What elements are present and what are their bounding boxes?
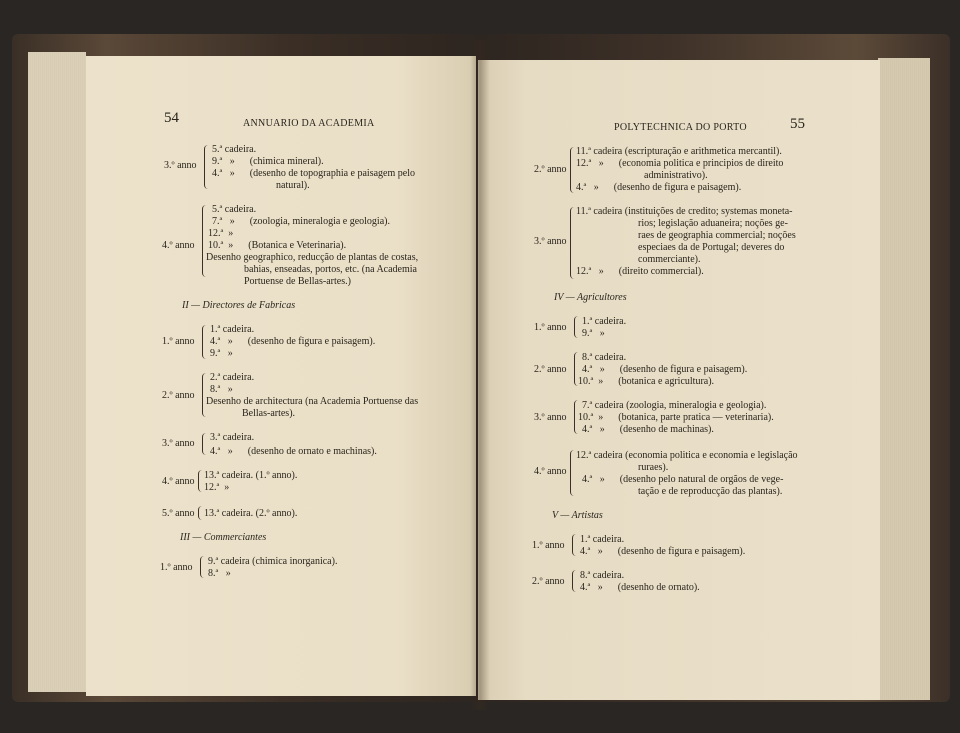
text-line: 9.ª » [582, 328, 605, 339]
text-line: 10.ª » (Botanica e Veterinaria). [208, 240, 347, 251]
brace [570, 450, 576, 496]
year-label: 2.º anno [534, 364, 567, 375]
text-line: commerciante). [638, 254, 701, 265]
section-heading: V — Artistas [552, 510, 603, 521]
text-line: 1.ª cadeira. [210, 324, 255, 335]
text-line: 4.ª » (desenho de figura e paisagem). [580, 546, 746, 557]
brace [572, 570, 578, 592]
text-line: 1.ª cadeira. [582, 316, 627, 327]
right-page-edges [878, 58, 930, 700]
text-line: 12.ª cadeira (economia politica e economia e legislação [576, 450, 798, 461]
book-gutter [470, 40, 490, 710]
brace [200, 556, 206, 578]
text-line: 10.ª » (botanica e agricultura). [578, 376, 715, 387]
text-line: raes de geographia commercial; noções [638, 230, 796, 241]
text-line: Bellas-artes). [242, 408, 296, 419]
text-line: 3.ª cadeira. [210, 432, 255, 443]
text-line: 4.ª » (desenho de figura e paisagem). [210, 336, 376, 347]
text-line: 9.ª » [210, 348, 233, 359]
text-line: 4.ª » (desenho de figura e paisagem). [582, 364, 748, 375]
year-label: 2.º anno [534, 164, 567, 175]
year-label: 4.º anno [162, 240, 195, 251]
running-header: ANNUARIO DA ACADEMIA [243, 118, 375, 129]
text-line: 9.ª cadeira (chimica inorganica). [208, 556, 338, 567]
text-line: 11.ª cadeira (instituições de credito; systemas moneta- [576, 206, 793, 217]
text-line: 4.ª » (desenho de figura e paisagem). [576, 182, 742, 193]
text-line: 12.ª » (economia politica e principios de direito [576, 158, 784, 169]
text-line: 8.ª cadeira. [580, 570, 625, 581]
brace [202, 433, 208, 455]
text-line: 10.ª » (botanica, parte pratica — veterinaria). [578, 412, 774, 423]
brace [202, 325, 208, 359]
brace [574, 316, 580, 338]
text-line: tação e de reproducção das plantas). [638, 486, 783, 497]
year-label: 2.º anno [162, 390, 195, 401]
text-line: 5.ª cadeira. [212, 204, 257, 215]
section-heading: III — Commerciantes [180, 532, 267, 543]
year-label: 2.º anno [532, 576, 565, 587]
page-number: 54 [164, 110, 179, 126]
year-label: 3.º anno [534, 236, 567, 247]
year-label: 1.º anno [162, 336, 195, 347]
text-line: rios; legislação aduaneira; noções ge- [638, 218, 788, 229]
year-label: 3.º anno [534, 412, 567, 423]
text-line: 8.ª » [208, 568, 231, 579]
text-line: 11.ª cadeira (escripturação e arithmetica mercantil). [576, 146, 782, 157]
year-label: 3.º anno [162, 438, 195, 449]
text-line: 9.ª » (chimica mineral). [212, 156, 324, 167]
text-line: 12.ª » [204, 482, 230, 493]
text-line: bahias, enseadas, portos, etc. (na Academia [244, 264, 417, 275]
text-line: Desenho geographico, reducção de plantas de costas, [206, 252, 419, 263]
text-line: ruraes). [638, 462, 669, 473]
text-line: 7.ª » (zoologia, mineralogia e geologia). [212, 216, 390, 227]
text-line: natural). [276, 180, 310, 191]
text-line: 12.ª » [208, 228, 234, 239]
text-line: 4.ª » (desenho de topographia e paisagem pelo [212, 168, 415, 179]
brace [204, 145, 210, 189]
text-line: 13.ª cadeira. (2.º anno). [204, 508, 298, 519]
text-line: especiaes da de Portugal; deveres do [638, 242, 785, 253]
text-line: 2.ª cadeira. [210, 372, 255, 383]
brace [572, 534, 578, 556]
text-line: 4.ª » (desenho de ornato). [580, 582, 700, 593]
left-page-edges [28, 52, 86, 692]
year-label: 1.º anno [160, 562, 193, 573]
text-line: 12.ª » (direito commercial). [576, 266, 704, 277]
page-number: 55 [790, 116, 805, 132]
year-label: 4.º anno [162, 476, 195, 487]
text-line: 8.ª cadeira. [582, 352, 627, 363]
text-line: Desenho de architectura (na Academia Portuense das [206, 396, 419, 407]
right-page [478, 60, 880, 700]
left-page [86, 56, 476, 696]
text-line: 7.ª cadeira (zoologia, mineralogia e geologia). [582, 400, 767, 411]
text-line: 13.ª cadeira. (1.º anno). [204, 470, 298, 481]
text-line: Portuense de Bellas-artes.) [244, 276, 351, 287]
year-label: 5.º anno [162, 508, 195, 519]
text-line: 5.ª cadeira. [212, 144, 257, 155]
year-label: 3.º anno [164, 160, 197, 171]
text-line: 1.ª cadeira. [580, 534, 625, 545]
running-header: POLYTECHNICA DO PORTO [614, 122, 747, 133]
year-label: 1.º anno [534, 322, 567, 333]
text-line: 8.ª » [210, 384, 233, 395]
text-line: administrativo). [644, 170, 708, 181]
text-line: 4.ª » (desenho pelo natural de orgãos de vege- [582, 474, 784, 485]
section-heading: IV — Agricultores [554, 292, 627, 303]
year-label: 1.º anno [532, 540, 565, 551]
section-heading: II — Directores de Fabricas [182, 300, 296, 311]
brace [202, 373, 208, 417]
text-line: 4.ª » (desenho de machinas). [582, 424, 714, 435]
text-line: 4.ª » (desenho de ornato e machinas). [210, 446, 377, 457]
year-label: 4.º anno [534, 466, 567, 477]
